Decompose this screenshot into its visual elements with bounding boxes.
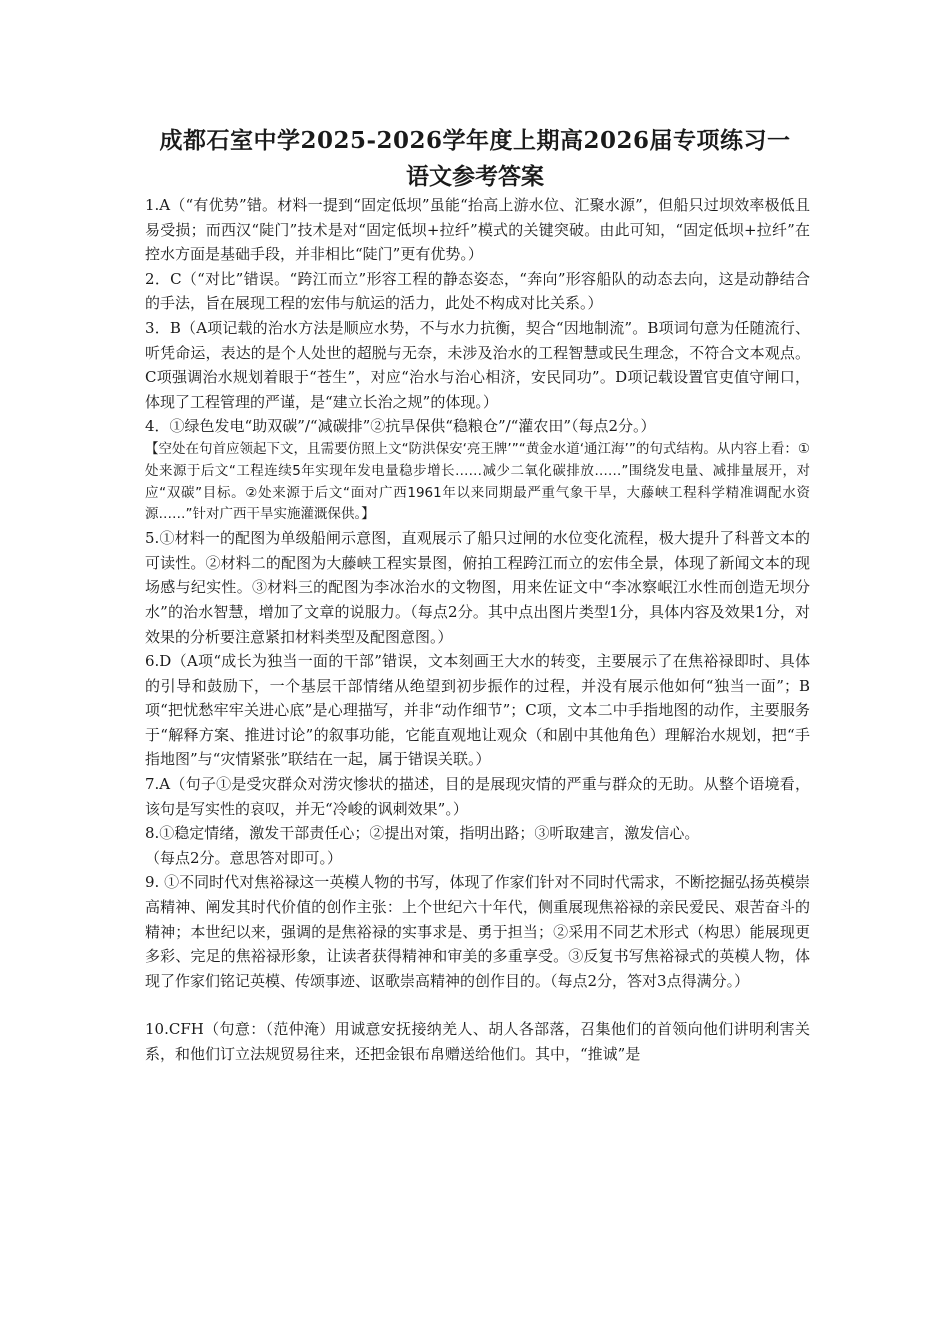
answer-8: 8.①稳定情绪，激发干部责任心；②提出对策，指明出路；③听取建言，激发信心。 (145, 824, 700, 843)
answer-10: 10.CFH（句意：（范仲淹）用诚意安抚接纳羌人、胡人各部落，召集他们的首领向他们讲明利害关系，和他们订立法规贸易往来，还把金银布帛赠送给他们。其中，“推诚”是 (145, 1020, 810, 1063)
document-subtitle: 语文参考答案 (406, 163, 544, 190)
answer-4-note: 【空处在句首应领起下文，且需要仿照上文“防洪保安‘亮王牌’”“黄金水道‘通江海’”的句式结构。从内容上看：①处来源于后文“工程连续5年实现年发电量稳步增长……减少二氧化碳排放……”围绕发电量、减排量展开，对应“双碳”目标。②处来源于后文“面对广西1961年以来同期最严重气象干旱，大藤峡工程科学精准调配水资源……”针对广西干旱实施灌溉保供。】 (145, 440, 810, 523)
answer-5: 5.①材料一的配图为单级船闸示意图，直观展示了船只过闸的水位变化流程，极大提升了科普文本的可读性。②材料二的配图为大藤峡工程实景图，俯拍工程跨江而立的宏伟全景，体现了新闻文本的现场感与纪实性。③材料三的配图为李冰治水的文物图，用来佐证文中“李冰察岷江水性而创造无坝分水”的治水智慧，增加了文章的说服力。（每点2分。其中点出图片类型1分，具体内容及效果1分，对效果的分析要注意紧扣材料类型及配图意图。） (145, 529, 810, 646)
answer-9: 9. ①不同时代对焦裕禄这一英模人物的书写，体现了作家们针对不同时代需求，不断挖掘弘扬英模崇高精神、阐发其时代价值的创作主张：上个世纪六十年代，侧重展现焦裕禄的亲民爱民、艰苦奋斗的精神；本世纪以来，强调的是焦裕禄的实事求是、勇于担当；②采用不同艺术形式（构思）能展现更多彩、完足的焦裕禄形象，让读者获得精神和审美的多重享受。③反复书写焦裕禄式的英模人物，体现了作家们铭记英模、传颂事迹、讴歌崇高精神的创作目的。（每点2分，答对3点得满分。） (145, 873, 810, 990)
answer-2: 2．C（“对比”错误。“跨江而立”形容工程的静态姿态，“奔向”形容船队的动态去向，这是动静结合的手法，旨在展现工程的宏伟与航运的活力，此处不构成对比关系。） (145, 269, 810, 313)
answer-1: 1.A（“有优势”错。材料一提到“固定低坝”虽能“抬高上游水位、汇聚水源”，但船只过坝效率极低且易受损；而西汉“陡门”技术是对“固定低坝+拉纤”模式的关键突破。由此可知，“固定低坝+拉纤”在控水方面是基础手段，并非相比“陡门”更有优势。） (145, 196, 810, 264)
paragraph-gap (145, 993, 810, 1017)
answer-6: 6.D（A项“成长为独当一面的干部”错误，文本刻画王大水的转变，主要展示了在焦裕禄即时、具体的引导和鼓励下，一个基层干部情绪从绝望到初步振作的过程，并没有展示他如何“独当一面”；B项“把忧愁牢牢关进心底”是心理描写，并非“动作细节”；C项，文本二中手指地图的动作，主要服务于“解释方案、推进讨论”的叙事功能，它能直观地让观众（和剧中其他角色）理解治水规划，把“手指地图”与“灾情紧张”联结在一起，属于错误关联。） (145, 652, 810, 769)
title-block (0, 124, 950, 194)
document-title: 成都石室中学2025-2026学年度上期高2026届专项练习一 (159, 127, 791, 154)
answer-8-note: （每点2分。意思答对即可。） (145, 848, 343, 867)
answer-7: 7.A（句子①是受灾群众对涝灾惨状的描述，目的是展现灾情的严重与群众的无助。从整个语境看，该句是写实性的哀叹，并无“冷峻的讽刺效果”。） (145, 775, 810, 818)
answer-3: 3．B（A项记载的治水方法是顺应水势，不与水力抗衡，契合“因地制流”。B项词句意为任随流行、听凭命运，表达的是个人处世的超脱与无奈，未涉及治水的工程智慧或民生理念，不符合文本观点。C项强调治水规划着眼于“苍生”，对应“治水与治心相济，安民同功”。D项记载设置官吏值守闸口，体现了工程管理的严谨，是“建立长治之规”的体现。） (145, 318, 810, 411)
answer-4: 4．①绿色发电“助双碳”/“减碳排”②抗旱保供“稳粮仓”/“灌农田”（每点2分。） (145, 417, 656, 436)
answer-list (145, 193, 810, 1067)
